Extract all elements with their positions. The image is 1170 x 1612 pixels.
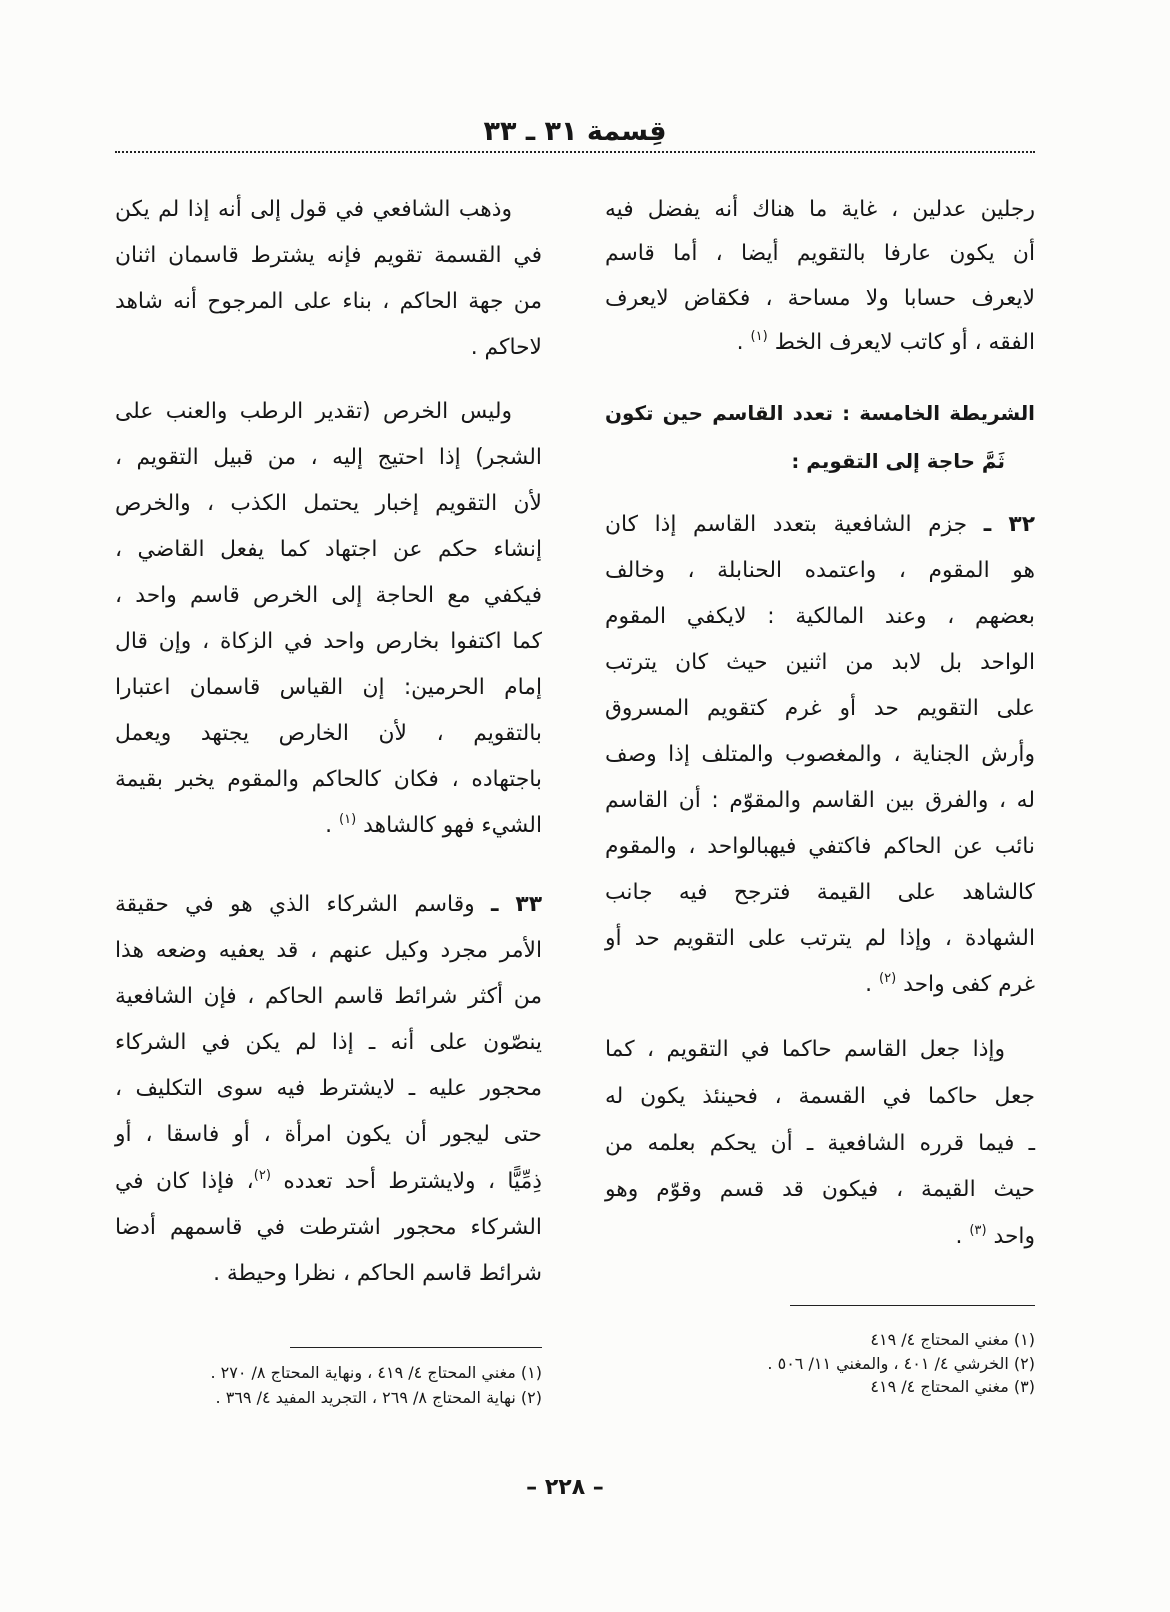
- text-line: الواحد بل لابد من اثنين حيث كان يترتب: [605, 650, 1035, 675]
- text-line: وإذا جعل القاسم حاكما في التقويم ، كما: [605, 1037, 1005, 1062]
- text-line: حيث القيمة ، فيكون قد قسم وقوّم وهو: [605, 1177, 1035, 1203]
- footnote-line: (٣) مغني المحتاج ٤/ ٤١٩: [870, 1377, 1035, 1396]
- line-text: جزم الشافعية بتعدد القاسم إذا كان: [605, 512, 968, 537]
- paragraph-number: ٣٢ ـ: [983, 512, 1035, 537]
- section-heading: [605, 390, 1035, 486]
- text-line: [605, 962, 1035, 1008]
- line-text: وقاسم الشركاء الذي هو في حقيقة: [115, 892, 475, 917]
- footnote-ref: (١): [750, 328, 768, 344]
- line-end: .: [736, 329, 744, 355]
- footnote-rule: [290, 1347, 542, 1348]
- heading-line: ثَمَّ حاجة إلى التقويم :: [791, 450, 1005, 473]
- text-line: لايعرف حسابا ولا مساحة ، فكقاض لايعرف: [605, 285, 1035, 311]
- text-line: كما اكتفوا بخارص واحد في الزكاة ، وإن قال: [115, 629, 542, 654]
- left-column-opening-paragraph: [115, 187, 542, 371]
- paragraph-number: ٣٣ ـ: [490, 892, 542, 917]
- text-line: محجور عليه ـ لايشترط فيه سوى التكليف ،: [115, 1076, 542, 1102]
- text-line: من أكثر شرائط قاسم الحاكم ، فإن الشافعية: [115, 984, 542, 1010]
- text-line: [115, 803, 542, 849]
- text-line: باجتهاده ، فكان كالحاكم والمقوم يخبر بقيمة: [115, 767, 542, 792]
- header-dotted-rule: [115, 151, 1035, 153]
- text-line: الأمر مجرد وكيل عنهم ، قد يعفيه وضعه هذا: [115, 938, 542, 964]
- line-text: ، فإذا كان في: [115, 1168, 254, 1194]
- text-line: وذهب الشافعي في قول إلى أنه إذا لم يكن: [115, 197, 512, 222]
- page-number: – ٢٢٨ –: [526, 1475, 604, 1500]
- text-line: [605, 502, 1035, 548]
- text-line: بعضهم ، وعند المالكية : لايكفي المقوم: [605, 604, 1035, 629]
- text-line: ـ فيما قرره الشافعية ـ أن يحكم بعلمه من: [605, 1130, 1035, 1156]
- line-text: غرم كفى واحد: [903, 972, 1035, 997]
- text-line: في القسمة تقويم فإنه يشترط قاسمان اثنان: [115, 243, 542, 268]
- heading-line: الشريطة الخامسة : تعدد القاسم حين تكون: [605, 402, 1035, 425]
- footnotes-left: [115, 1360, 542, 1410]
- text-line: لأن التقويم إخبار يحتمل الكذب ، والخرص: [115, 491, 542, 516]
- paragraph-32: [605, 502, 1035, 1008]
- text-line: إنشاء حكم عن اجتهاد كما يفعل القاضي ،: [115, 537, 542, 562]
- line-end: .: [325, 813, 333, 838]
- text-line: وليس الخرص (تقدير الرطب والعنب على: [115, 399, 512, 424]
- text-line: الشهادة ، وإذا لم يترتب على التقويم حد أو: [605, 926, 1035, 951]
- text-line: رجلين عدلين ، غاية ما هناك أنه يفضل فيه: [605, 197, 1035, 222]
- line-text: الشيء فهو كالشاهد: [363, 813, 542, 838]
- text-line: الشركاء محجور اشترطت في قاسمهم أدضا: [115, 1214, 542, 1240]
- text-line: من جهة الحاكم ، بناء على المرجوح أنه شاهد: [115, 289, 542, 314]
- text-line: إمام الحرمين: إن القياس قاسمان اعتبارا: [115, 675, 542, 700]
- footnote-line: (١) مغني المحتاج ٤/ ٤١٩: [870, 1330, 1035, 1349]
- right-column-closing-paragraph: [605, 1027, 1035, 1261]
- text-line: له ، والفرق بين القاسم والمقوّم : أن القاسم: [605, 788, 1035, 813]
- line-text: واحد: [993, 1224, 1035, 1249]
- text-line: وأرش الجناية ، والمغصوب والمتلف إذا وصف: [605, 742, 1035, 767]
- footnote-line: (٢) نهاية المحتاج ٨/ ٢٦٩ ، التجريد المفيد ٤/ ٣٦٩ .: [215, 1388, 542, 1407]
- text-line: فيكفي مع الحاجة إلى الخرص قاسم واحد ،: [115, 583, 542, 608]
- text-line: [605, 1214, 1035, 1261]
- running-header-title: قِسمة ٣١ ـ ٣٣: [483, 116, 667, 147]
- text-line: بالتقويم ، لأن الخارص يجتهد ويعمل: [115, 721, 542, 746]
- footnote-line: (١) مغني المحتاج ٤/ ٤١٩ ، ونهاية المحتاج ٨/ ٢٧٠ .: [210, 1363, 542, 1382]
- text-line: [115, 882, 542, 928]
- text-line: [605, 321, 1035, 365]
- text-line: هو المقوم ، واعتمده الحنابلة ، وخالف: [605, 558, 1035, 583]
- footnotes-right: [605, 1328, 1035, 1399]
- text-line: على التقويم حد أو غرم كتقويم المسروق: [605, 696, 1035, 721]
- line-text: ذِمِّيًّا ، ولايشترط أحد تعدده: [283, 1168, 542, 1194]
- text-line: كالشاهد على القيمة فترجح فيه جانب: [605, 880, 1035, 905]
- footnote-ref: (٢): [878, 970, 897, 986]
- kharas-paragraph: [115, 389, 542, 849]
- footnote-rule: [790, 1305, 1035, 1306]
- footnote-ref: (١): [338, 811, 357, 827]
- footnote-line: (٢) الخرشي ٤/ ٤٠١ ، والمغني ١١/ ٥٠٦ .: [767, 1353, 1035, 1373]
- footnote-ref: (٢): [253, 1167, 271, 1183]
- text-line: حتى ليجور أن يكون امرأة ، أو فاسقا ، أو: [115, 1122, 542, 1148]
- right-column-opening-paragraph: [605, 188, 1035, 365]
- text-line: أن يكون عارفا بالتقويم أيضا ، أما قاسم: [605, 241, 1035, 267]
- line-end: .: [865, 972, 873, 997]
- footnote-ref: (٣): [969, 1222, 987, 1238]
- text-line: [115, 1159, 542, 1205]
- paragraph-33: [115, 882, 542, 1297]
- line-text: الفقه ، أو كاتب لايعرف الخط: [774, 329, 1035, 355]
- text-line: لاحاكم .: [470, 335, 542, 360]
- text-line: ينصّون على أنه ـ إذا لم يكن في الشركاء: [115, 1030, 542, 1056]
- line-end: .: [955, 1224, 963, 1249]
- text-line: الشجر) إذا احتيج إليه ، من قبيل التقويم ،: [115, 445, 542, 470]
- text-line: شرائط قاسم الحاكم ، نظرا وحيطة .: [213, 1260, 542, 1286]
- text-line: نائب عن الحاكم فاكتفي فيهبالواحد ، والمقوم: [605, 834, 1035, 859]
- text-line: جعل حاكما في القسمة ، فحينئذ يكون له: [605, 1083, 1035, 1109]
